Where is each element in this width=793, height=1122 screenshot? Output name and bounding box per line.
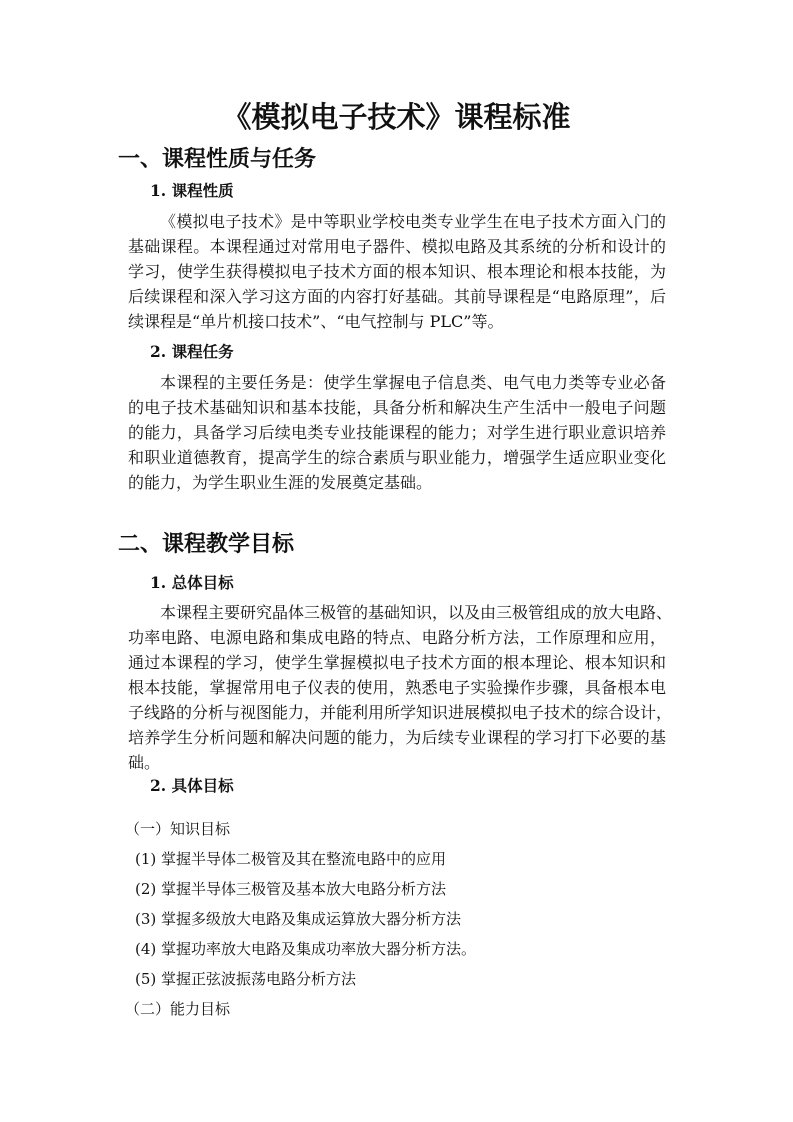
subheading-course-nature: 1. 课程性质 [150, 181, 234, 200]
section-heading-1: 一、课程性质与任务 [118, 147, 317, 172]
text-line: 的电子技术基础知识和基本技能，具备分析和解决生产生活中一般电子问题 [128, 398, 666, 417]
list-item: (1) 掌握半导体二极管及其在整流电路中的应用 [135, 850, 447, 868]
section-heading-2: 二、课程教学目标 [118, 532, 295, 557]
text-line: 根本技能，掌握常用电子仪表的使用，熟悉电子实验操作步骤，具备根本电 [128, 678, 666, 697]
text-line: 功率电路、电源电路和集成电路的特点、电路分析方法，工作原理和应用， [128, 628, 666, 647]
list-item: (3) 掌握多级放大电路及集成运算放大器分析方法 [135, 910, 462, 928]
text-line: 本课程主要研究晶体三极管的基础知识，以及由三极管组成的放大电路、 [160, 603, 673, 622]
text-line: 的能力，具备学习后续电类专业技能课程的能力；对学生进行职业意识培养 [128, 423, 666, 442]
text-line: 和职业道德教育，提高学生的综合素质与职业能力，增强学生适应职业变化 [128, 448, 666, 467]
text-line: 续课程是“单片机接口技术”、“电气控制与 PLC”等。 [128, 312, 504, 331]
text-line: 子线路的分析与视图能力，并能利用所学知识进展模拟电子技术的综合设计， [128, 703, 673, 722]
paragraph-course-nature [128, 209, 666, 334]
knowledge-goals-list [125, 814, 476, 1024]
paragraph-course-task [128, 370, 666, 495]
paragraph-overall-goal [128, 600, 673, 775]
text-line: 学习，使学生获得模拟电子技术方面的根本知识、根本理论和根本技能，为 [128, 262, 666, 281]
text-line: 本课程的主要任务是：使学生掌握电子信息类、电气电力类等专业必备 [160, 373, 666, 392]
subheading-specific-goal: 2. 具体目标 [150, 776, 234, 795]
text-line: 的能力，为学生职业生涯的发展奠定基础。 [128, 473, 433, 492]
text-line: 培养学生分析问题和解决问题的能力，为后续专业课程的学习打下必要的基 [128, 728, 666, 747]
text-line: 《模拟电子技术》是中等职业学校电类专业学生在电子技术方面入门的 [160, 212, 666, 231]
text-line: 础。 [128, 753, 161, 772]
subheading-course-task: 2. 课程任务 [150, 342, 234, 361]
subheading-overall-goal: 1. 总体目标 [150, 573, 234, 592]
list-item: (4) 掌握功率放大电路及集成功率放大器分析方法。 [135, 940, 477, 958]
knowledge-goals-heading: （一）知识目标 [125, 820, 231, 838]
document-title: 《模拟电子技术》课程标准 [222, 100, 571, 134]
text-line: 通过本课程的学习，使学生掌握模拟电子技术方面的根本理论、根本知识和 [128, 653, 666, 672]
list-item: (5) 掌握正弦波振荡电路分析方法 [135, 970, 357, 988]
ability-goals-heading: （二）能力目标 [125, 1000, 231, 1018]
text-line: 基础课程。本课程通过对常用电子器件、模拟电路及其系统的分析和设计的 [128, 237, 666, 256]
list-item: (2) 掌握半导体三极管及基本放大电路分析方法 [135, 880, 447, 898]
text-line: 后续课程和深入学习这方面的内容打好基础。其前导课程是“电路原理”，后 [128, 287, 666, 306]
